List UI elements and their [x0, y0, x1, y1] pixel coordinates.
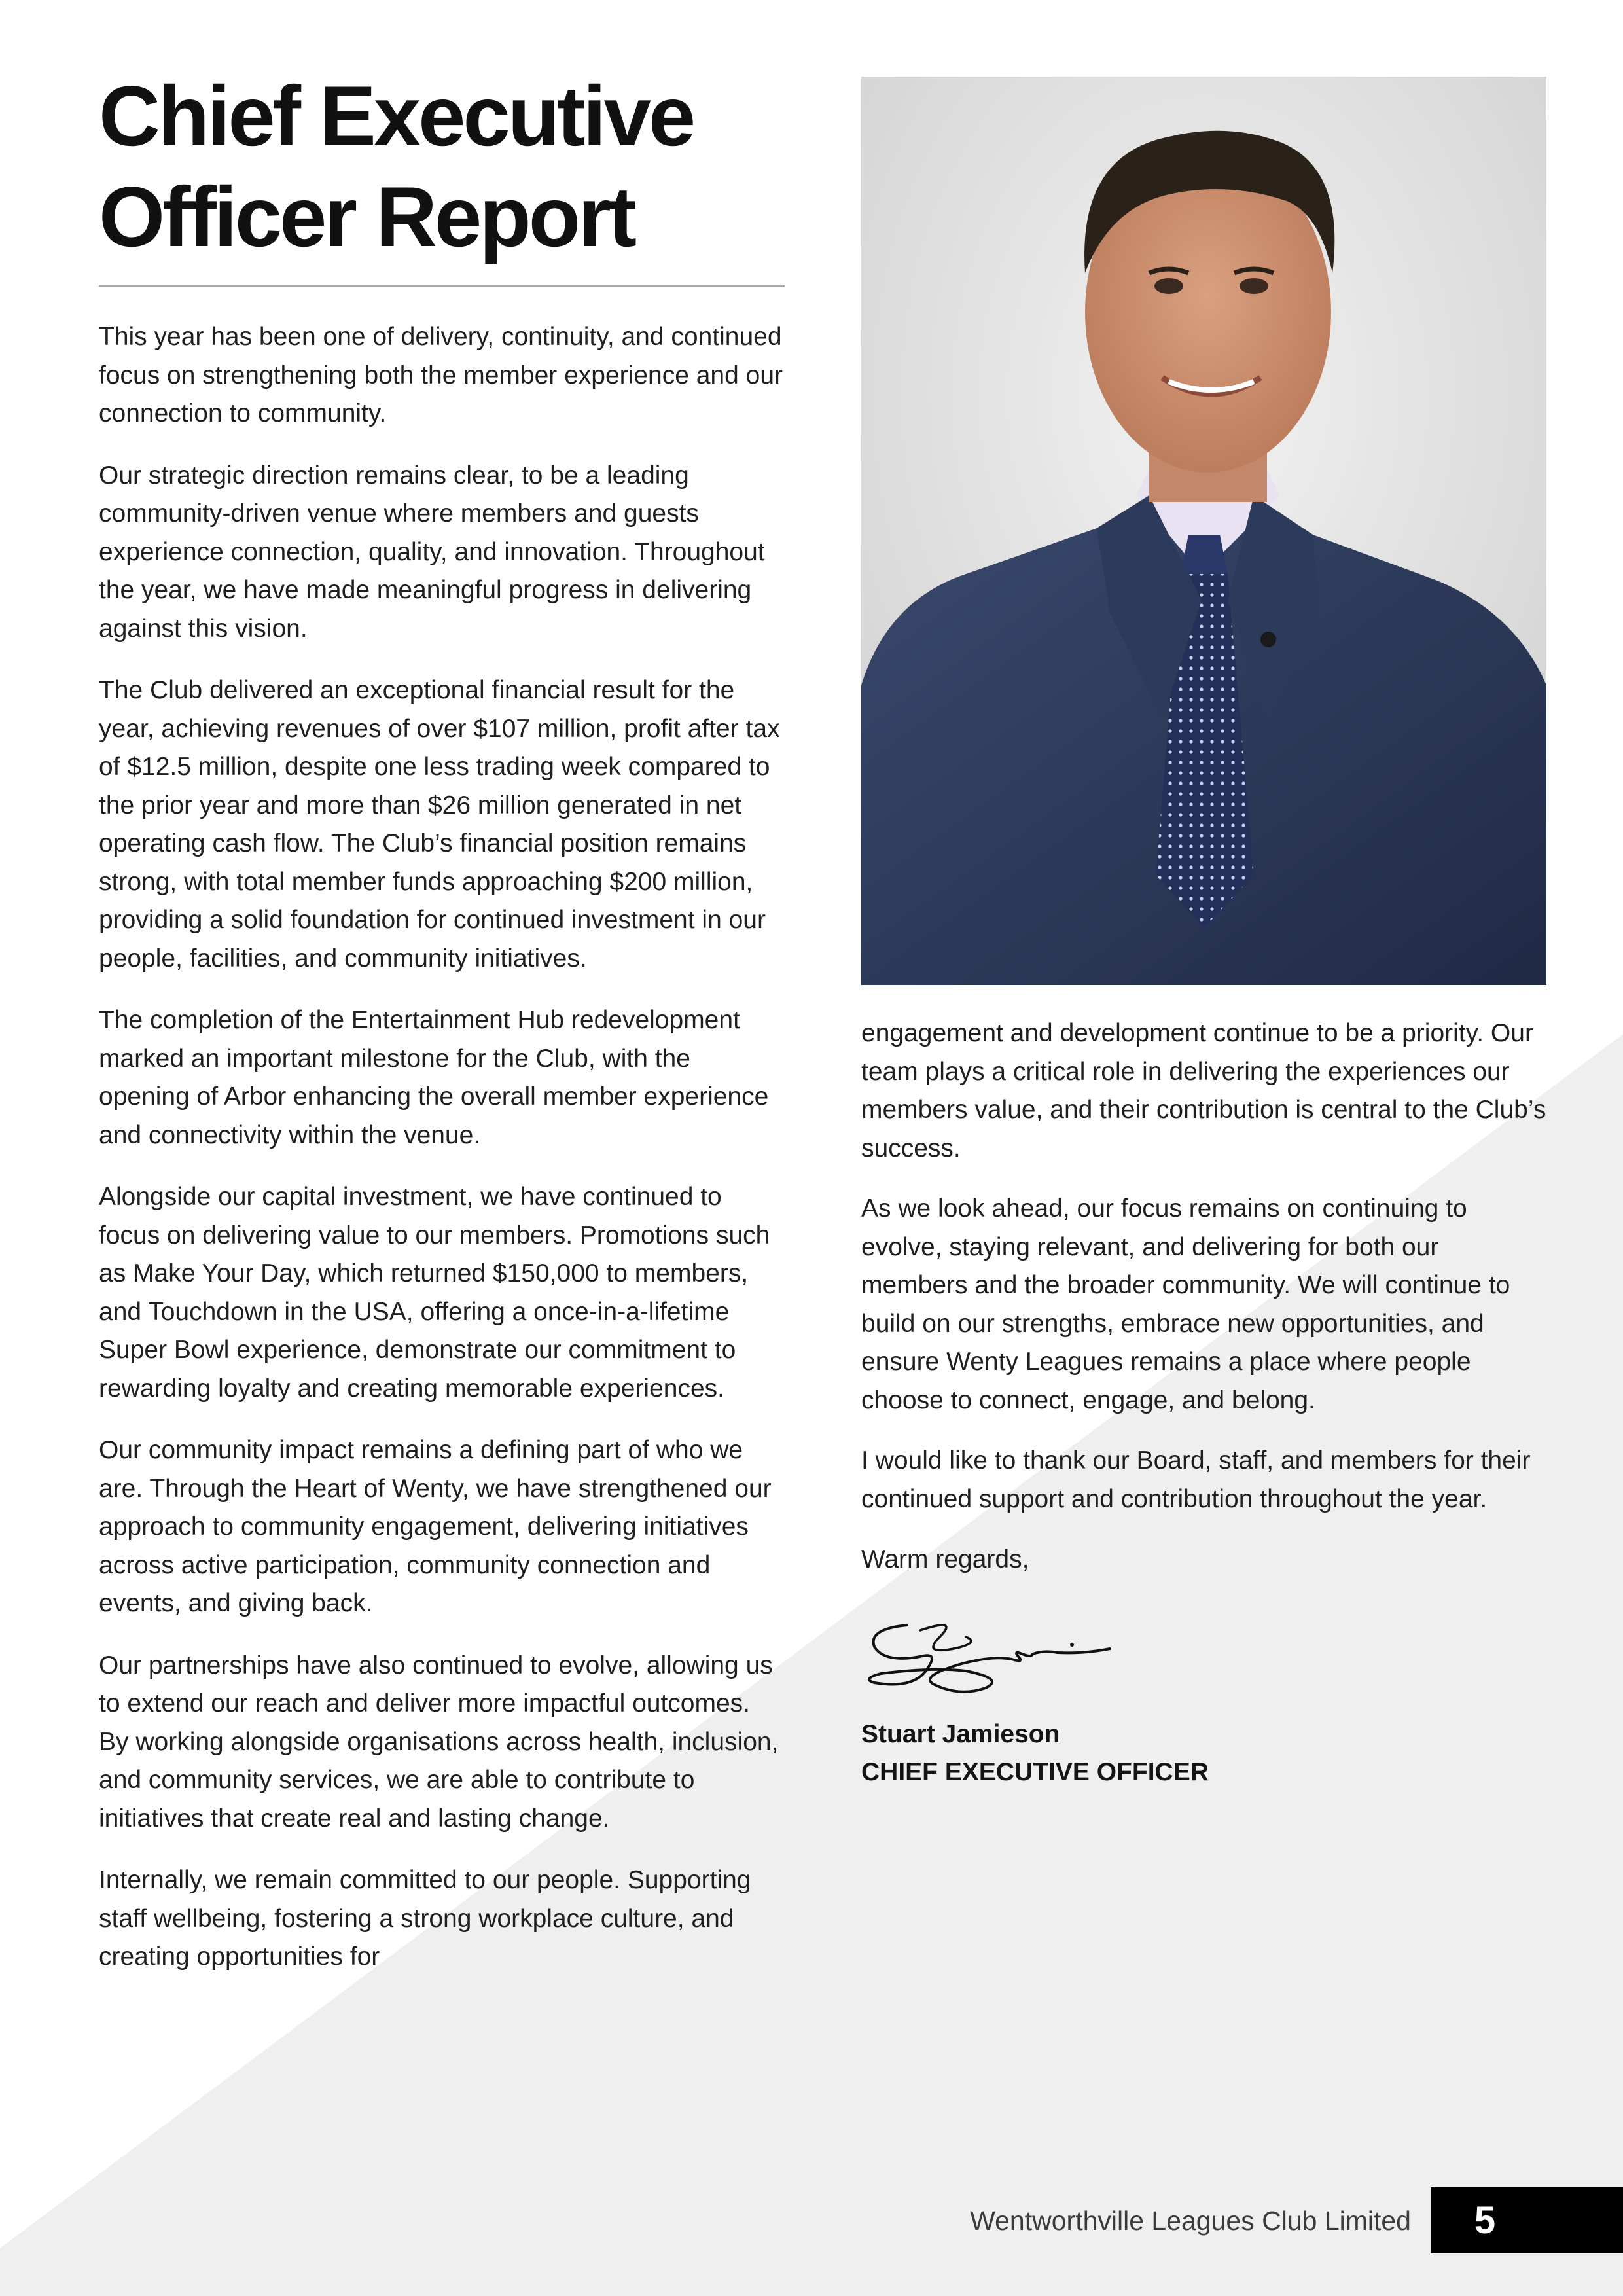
page-title-line-2: Officer Report — [99, 169, 635, 264]
page-title — [99, 65, 786, 267]
left-text-column — [99, 318, 786, 2000]
body-paragraph: This year has been one of delivery, continuity, and continued focus on strengthening both the member experience and our connection to community. — [99, 323, 783, 427]
body-paragraph: engagement and development continue to be a priority. Our team plays a critical role in delivering the experiences our members value, and their contribution is central to the Club’s success. — [861, 1019, 1546, 1162]
right-text-column — [861, 1014, 1548, 1792]
body-paragraph: Internally, we remain committed to our people. Supporting staff wellbeing, fostering a strong workplace culture, and creating opportunities for — [99, 1866, 751, 1971]
body-paragraph: Our strategic direction remains clear, to be a leading community-driven venue where members and guests experience connection, quality, and innovation. Throughout the year, we have made meaningful progress in delivering against this vision. — [99, 461, 765, 643]
body-paragraph: As we look ahead, our focus remains on continuing to evolve, staying relevant, and delivering for both our members and the broader community. We will continue to build on our strengths, embrace new opportunities, and ensure Wenty Leagues remains a place where people choose to connect, engage, and belong. — [861, 1194, 1510, 1414]
body-paragraph: Alongside our capital investment, we have continued to focus on delivering value to our members. Promotions such as Make Your Day, which returned $150,000 to members, and Touchdown in the USA, offering a once-in-a-lifetime Super Bowl experience, demonstrate our commitment to rewarding loyalty and creating memorable experiences. — [99, 1183, 770, 1403]
ceo-portrait-photo — [861, 77, 1546, 985]
body-paragraph: I would like to thank our Board, staff, and members for their continued support and contribution throughout the year. — [861, 1446, 1531, 1513]
page-title-line-1: Chief Executive — [99, 68, 694, 164]
footer-organisation-name: Wentworthville Leagues Club Limited — [970, 2206, 1411, 2236]
body-paragraph: The Club delivered an exceptional financial result for the year, achieving revenues of over $107 million, profit after tax of $12.5 million, despite one less trading week compared to the prior year and more than $26 million generated in net operating cash flow. The Club’s financial position remains strong, with total member funds approaching $200 million, providing a solid foundation for continued investment in our people, facilities, and community initiatives. — [99, 676, 780, 973]
body-paragraph: Our community impact remains a defining part of who we are. Through the Heart of Wenty, we have strengthened our approach to community engagement, delivering initiatives across active participation, community connection and events, and giving back. — [99, 1436, 772, 1617]
closing-salutation: Warm regards, — [861, 1545, 1029, 1573]
body-paragraph: Our partnerships have also continued to evolve, allowing us to extend our reach and deliver more impactful outcomes. By working alongside organisations across health, inclusion, and community services, we are able to contribute to initiatives that create real and lasting change. — [99, 1651, 779, 1833]
signatory-title: CHIEF EXECUTIVE OFFICER — [861, 1758, 1209, 1786]
handwritten-signature — [861, 1611, 1123, 1702]
body-paragraph: The completion of the Entertainment Hub redevelopment marked an important milestone for the Club, with the opening of Arbor enhancing the overall member experience and connectivity within the venue. — [99, 1006, 769, 1149]
signatory-name: Stuart Jamieson — [861, 1719, 1060, 1748]
page-number: 5 — [1474, 2199, 1496, 2242]
title-divider — [99, 285, 785, 287]
page-number-box — [1431, 2187, 1623, 2253]
